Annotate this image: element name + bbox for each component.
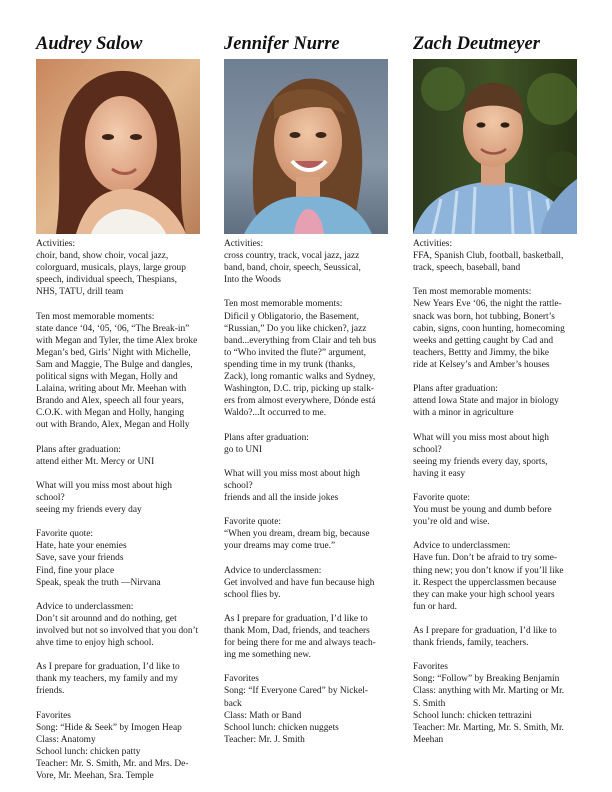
bio-line: speech, individual speech, Thespians, xyxy=(36,275,177,286)
bio-line: out with Brando, Alex, Megan and Holly xyxy=(36,420,190,431)
bio-line: cabin, signs, coon hunting, homecoming xyxy=(413,323,565,334)
bio-line: School lunch: chicken patty xyxy=(36,746,141,757)
bio-section-miss-most xyxy=(413,432,593,480)
bio-line: Lalaina, writing about Mr. Meehan with xyxy=(36,384,187,395)
bio-line: state dance ‘04, ‘05, ‘06, “The Break-in” xyxy=(36,323,190,334)
bio-line: friends. xyxy=(36,686,65,697)
bio-line: School lunch: chicken tettrazini xyxy=(413,710,532,721)
bio-section-activities xyxy=(36,238,216,298)
bio-line: Activities: xyxy=(413,239,453,249)
bio-line: thank my teachers, my family and my xyxy=(36,674,178,685)
bio-line: Favorites xyxy=(36,710,71,721)
bio-line: Get involved and have fun because high xyxy=(224,577,375,588)
student-bio xyxy=(36,238,216,782)
bio-line: seeing my friends every day xyxy=(36,505,142,516)
bio-line: As I prepare for graduation, I’d like to xyxy=(224,613,368,624)
bio-line: Meehan xyxy=(413,734,444,745)
bio-line: Ten most memorable moments: xyxy=(224,299,343,310)
bio-line: Favorites xyxy=(413,662,448,673)
bio-line: Don’t sit arounnd and do nothing, get xyxy=(36,613,177,624)
bio-line: Advice to underclassmen: xyxy=(224,565,322,576)
bio-section-advice xyxy=(36,601,216,649)
student-name: Zach Deutmeyer xyxy=(413,34,540,54)
bio-line: Class: Math or Band xyxy=(224,710,302,721)
bio-line: ing me something new. xyxy=(224,650,311,661)
bio-line: Hate, hate your enemies xyxy=(36,541,127,552)
bio-line: Song: “If Everyone Cared” by Nickel- xyxy=(224,686,368,697)
bio-line: Class: Anatomy xyxy=(36,734,96,745)
bio-line: Advice to underclassmen: xyxy=(413,541,511,552)
bio-line: As I prepare for graduation, I’d like to xyxy=(413,626,557,636)
bio-line: colorguard, musicals, plays, large group xyxy=(36,263,186,274)
bio-line: Into the Woods xyxy=(224,275,281,286)
bio-line: political signs with Megan, Holly and xyxy=(36,372,178,383)
student-name: Audrey Salow xyxy=(36,34,143,54)
bio-line: Plans after graduation: xyxy=(224,432,309,443)
bio-line: friends and all the inside jokes xyxy=(224,492,339,503)
bio-line: You must be young and dumb before xyxy=(413,505,552,516)
bio-section-thanks xyxy=(224,613,404,661)
bio-section-favorites xyxy=(224,673,404,746)
bio-line: FFA, Spanish Club, football, basketball, xyxy=(413,251,564,262)
bio-line: Teacher: Mr. S. Smith, Mr. and Mrs. De- xyxy=(36,759,189,770)
student-bio xyxy=(224,238,404,746)
bio-line: Find, fine your place xyxy=(36,565,115,576)
bio-line: ers from almost everywhere, Dónde está xyxy=(224,396,376,407)
bio-line: ride at Kelsey’s and Amber’s houses xyxy=(413,359,550,370)
bio-line: school? xyxy=(413,444,442,455)
bio-section-miss-most xyxy=(224,468,404,504)
bio-line: cross country, track, vocal jazz, jazz xyxy=(224,251,360,262)
bio-line: Vore, Mr. Meehan, Sra. Temple xyxy=(36,771,154,782)
bio-line: Ten most memorable moments: xyxy=(413,287,532,298)
bio-line: you’re old and wise. xyxy=(413,517,490,528)
bio-line: go to UNI xyxy=(224,444,263,455)
bio-section-quote xyxy=(36,528,216,588)
bio-line: Ten most memorable moments: xyxy=(36,311,155,322)
bio-line: ahve time to enjoy high school. xyxy=(36,638,154,649)
bio-section-thanks xyxy=(413,625,593,649)
bio-line: teachers, Bettty and Jimmy, the bike xyxy=(413,347,550,358)
bio-line: What will you miss most about high xyxy=(413,432,549,443)
bio-line: Favorite quote: xyxy=(413,492,471,503)
bio-line: Sam and Maggie, The Bulge and dangles, xyxy=(36,359,193,370)
bio-line: track, speech, baseball, band xyxy=(413,263,521,274)
bio-line: with a minor in agriculture xyxy=(413,408,514,419)
bio-line: School lunch: chicken nuggets xyxy=(224,722,339,733)
bio-line: C.O.K. with Megan and Holly, hanging xyxy=(36,408,185,419)
bio-line: Teacher: Mr. Marting, Mr. S. Smith, Mr. xyxy=(413,722,564,733)
bio-line: S. Smith xyxy=(413,698,446,709)
bio-line: involved but not so involved that you don’t xyxy=(36,626,199,636)
bio-line: to “Who invited the flute?” argument, xyxy=(224,347,366,358)
bio-line: spending time in my trunk (thanks, xyxy=(224,359,356,370)
bio-section-quote xyxy=(413,492,593,528)
bio-line: band, band, choir, speech, Seussical, xyxy=(224,263,361,274)
bio-line: Advice to underclassmen: xyxy=(36,601,134,612)
bio-line: Song: “Hide & Seek” by Imogen Heap xyxy=(36,722,182,733)
bio-line: your dreams may come true.” xyxy=(224,541,336,552)
bio-line: thank friends, family, teachers. xyxy=(413,638,529,649)
bio-line: Save, save your friends xyxy=(36,553,124,564)
bio-line: thing new; you don’t know if you’ll like xyxy=(413,565,564,576)
bio-section-miss-most xyxy=(36,480,216,516)
bio-section-memorable-moments xyxy=(36,311,216,432)
bio-line: it. Respect the upperclassmen because xyxy=(413,577,557,588)
bio-section-thanks xyxy=(36,661,216,697)
bio-line: school flies by. xyxy=(224,589,281,600)
bio-line: for being there for me and always teach- xyxy=(224,638,376,649)
bio-line: Waldo?...It occurred to me. xyxy=(224,408,327,419)
student-column-zach-deutmeyer xyxy=(413,34,593,746)
bio-line: they can make your high school years xyxy=(413,589,555,600)
bio-line: Activities: xyxy=(224,239,264,249)
bio-line: Dificil y Obligatorio, the Basement, xyxy=(224,311,359,322)
bio-line: Brando and Alex, speech all four years, xyxy=(36,396,184,407)
bio-line: band...everything from Clair and teh bus xyxy=(224,335,377,346)
bio-section-advice xyxy=(224,565,404,601)
bio-line: Song: “Follow” by Breaking Benjamin xyxy=(413,674,560,685)
bio-section-favorites xyxy=(36,710,216,783)
bio-line: Class: anything with Mr. Marting or Mr. xyxy=(413,686,565,697)
bio-section-plans xyxy=(413,383,593,419)
bio-line: Megan’s bed, Girls’ Night with Michelle, xyxy=(36,347,191,358)
bio-line: NHS, TATU, drill team xyxy=(36,287,124,298)
bio-line: Activities: xyxy=(36,239,76,249)
student-bio xyxy=(413,238,593,746)
bio-line: Washington, D.C. trip, picking up stalk- xyxy=(224,384,375,395)
bio-line: Plans after graduation: xyxy=(413,384,498,395)
bio-line: school? xyxy=(36,492,65,503)
bio-line: snack was born, hot tubbing, Bonert’s xyxy=(413,311,555,322)
bio-section-plans xyxy=(224,432,404,456)
bio-line: “When you dream, dream big, because xyxy=(224,529,370,540)
bio-section-plans xyxy=(36,444,216,468)
bio-line: attend either Mt. Mercy or UNI xyxy=(36,456,155,467)
student-name: Jennifer Nurre xyxy=(224,34,340,54)
bio-line: back xyxy=(224,698,242,709)
bio-line: New Years Eve ‘06, the night the rattle- xyxy=(413,299,562,310)
bio-line: fun or hard. xyxy=(413,601,457,612)
bio-line: having it easy xyxy=(413,468,466,479)
bio-section-activities xyxy=(224,238,404,286)
bio-line: “Russian,” Do you like chicken?, jazz xyxy=(224,323,367,334)
bio-line: Favorite quote: xyxy=(36,529,94,540)
bio-line: Have fun. Don’t be afraid to try some- xyxy=(413,553,558,564)
student-column-audrey-salow xyxy=(36,34,216,782)
bio-line: What will you miss most about high xyxy=(36,480,172,491)
bio-section-activities xyxy=(413,238,593,274)
bio-line: attend Iowa State and major in biology xyxy=(413,396,559,407)
bio-line: thank Mom, Dad, friends, and teachers xyxy=(224,626,370,636)
bio-line: As I prepare for graduation, I’d like to xyxy=(36,662,180,673)
bio-line: Speak, speak the truth —Nirvana xyxy=(36,577,161,588)
bio-line: Zack), long romantic walks and Sydney, xyxy=(224,372,376,383)
student-column-jennifer-nurre xyxy=(224,34,404,746)
bio-line: What will you miss most about high xyxy=(224,468,360,479)
bio-line: school? xyxy=(224,480,253,491)
bio-line: choir, band, show choir, vocal jazz, xyxy=(36,251,169,262)
bio-line: Favorite quote: xyxy=(224,517,282,528)
bio-line: with Megan and Tyler, the time Alex broke xyxy=(36,335,198,346)
bio-section-memorable-moments xyxy=(413,286,593,371)
bio-line: seeing my friends every day, sports, xyxy=(413,456,548,467)
student-photo xyxy=(36,59,200,234)
student-photo xyxy=(224,59,388,234)
student-photo xyxy=(413,59,577,234)
bio-section-favorites xyxy=(413,661,593,746)
bio-section-quote xyxy=(224,516,404,552)
bio-section-advice xyxy=(413,540,593,613)
bio-line: Favorites xyxy=(224,674,259,685)
bio-line: Teacher: Mr. J. Smith xyxy=(224,734,305,745)
bio-section-memorable-moments xyxy=(224,298,404,419)
bio-line: Plans after graduation: xyxy=(36,444,121,455)
bio-line: weeks and getting caught by Cad and xyxy=(413,335,554,346)
